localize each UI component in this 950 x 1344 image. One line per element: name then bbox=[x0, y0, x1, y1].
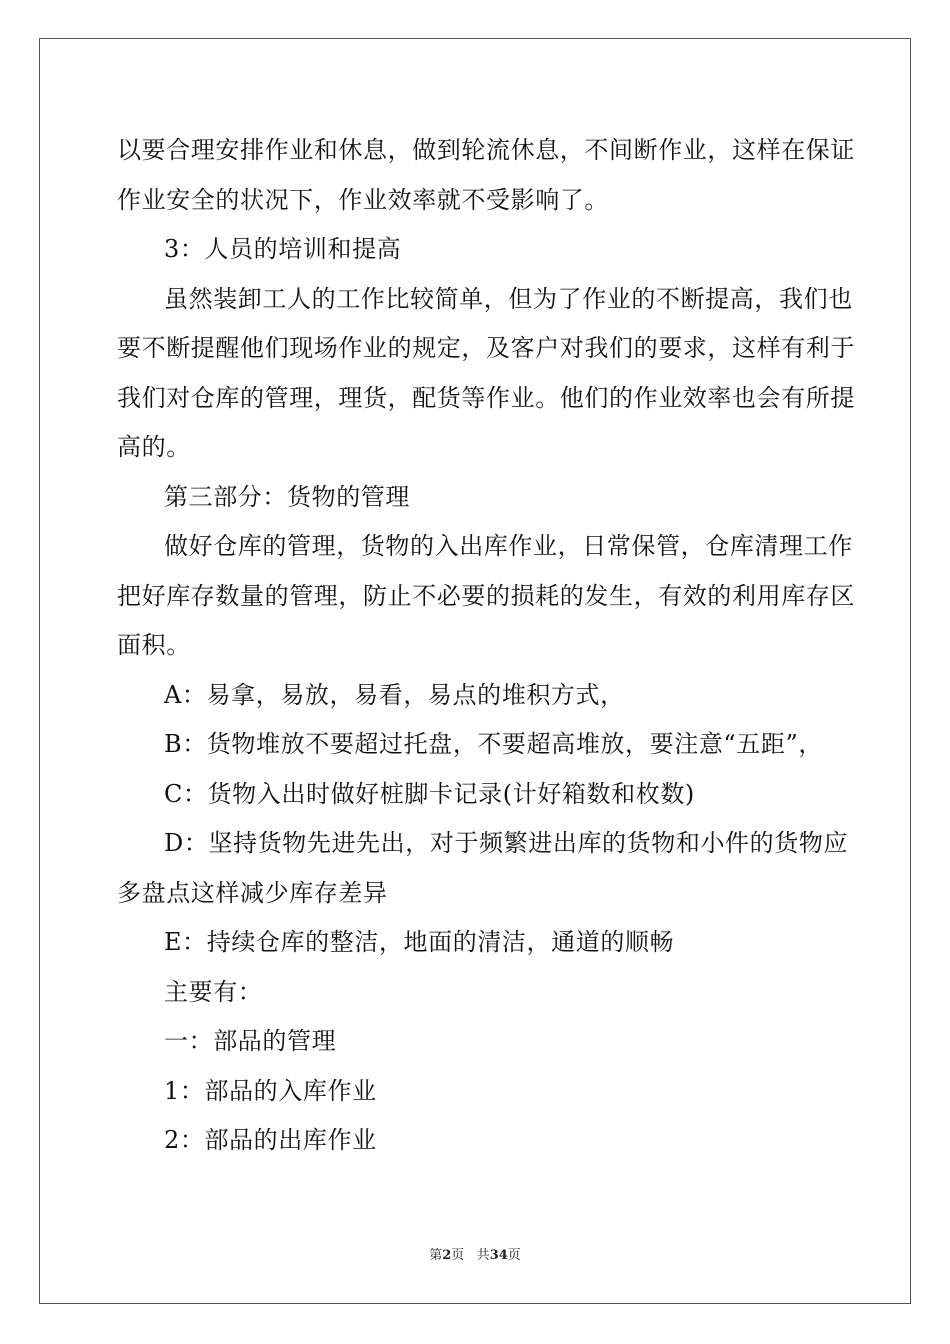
text-line: 1：部品的入库作业 bbox=[164, 1076, 377, 1105]
text-line: 高的。 bbox=[117, 433, 191, 461]
text-line: A：易拿，易放，易看，易点的堆积方式， bbox=[164, 680, 625, 709]
text-line: 做好仓库的管理，货物的入出库作业，日常保管，仓库清理工作 bbox=[164, 532, 853, 560]
text-line: 主要有： bbox=[164, 977, 263, 1006]
text-line: 作业安全的状况下，作业效率就不受影响了。 bbox=[117, 185, 609, 214]
text-line: 多盘点这样减少库存差异 bbox=[117, 878, 388, 907]
footer-page-suffix: 页 bbox=[451, 1248, 465, 1263]
text-line: 一：部品的管理 bbox=[164, 1027, 337, 1055]
footer-total-prefix: 共 bbox=[476, 1248, 490, 1263]
footer-total-suffix: 页 bbox=[507, 1248, 521, 1263]
text-line: 第三部分：货物的管理 bbox=[164, 482, 410, 511]
text-line: 2：部品的出库作业 bbox=[164, 1126, 377, 1154]
text-line: 面积。 bbox=[117, 631, 191, 659]
text-line: 要不断提醒他们现场作业的规定，及客户对我们的要求，这样有利于 bbox=[117, 334, 855, 362]
text-line: 虽然装卸工人的工作比较简单，但为了作业的不断提高，我们也 bbox=[164, 284, 853, 313]
text-line: C：货物入出时做好桩脚卡记录(计好箱数和枚数) bbox=[164, 779, 695, 808]
footer-page-prefix: 第 bbox=[429, 1248, 443, 1263]
footer-total-pages: 34 bbox=[489, 1248, 508, 1263]
text-line: D：坚持货物先进先出，对于频繁进出库的货物和小件的货物应 bbox=[164, 829, 849, 857]
text-line: B：货物堆放不要超过托盘，不要超高堆放，要注意“五距”， bbox=[164, 730, 823, 758]
text-line: 我们对仓库的管理，理货，配货等作业。他们的作业效率也会有所提 bbox=[117, 383, 855, 412]
text-line: 3：人员的培训和提高 bbox=[164, 235, 402, 263]
text-line: E：持续仓库的整洁，地面的清洁，通道的顺畅 bbox=[164, 928, 675, 956]
footer-page-number: 2 bbox=[442, 1248, 452, 1263]
document-body bbox=[117, 126, 855, 1166]
page-footer bbox=[0, 1247, 950, 1265]
text-line: 以要合理安排作业和休息，做到轮流休息，不间断作业，这样在保证 bbox=[117, 136, 855, 164]
text-line: 把好库存数量的管理，防止不必要的损耗的发生，有效的利用库存区 bbox=[117, 581, 855, 610]
